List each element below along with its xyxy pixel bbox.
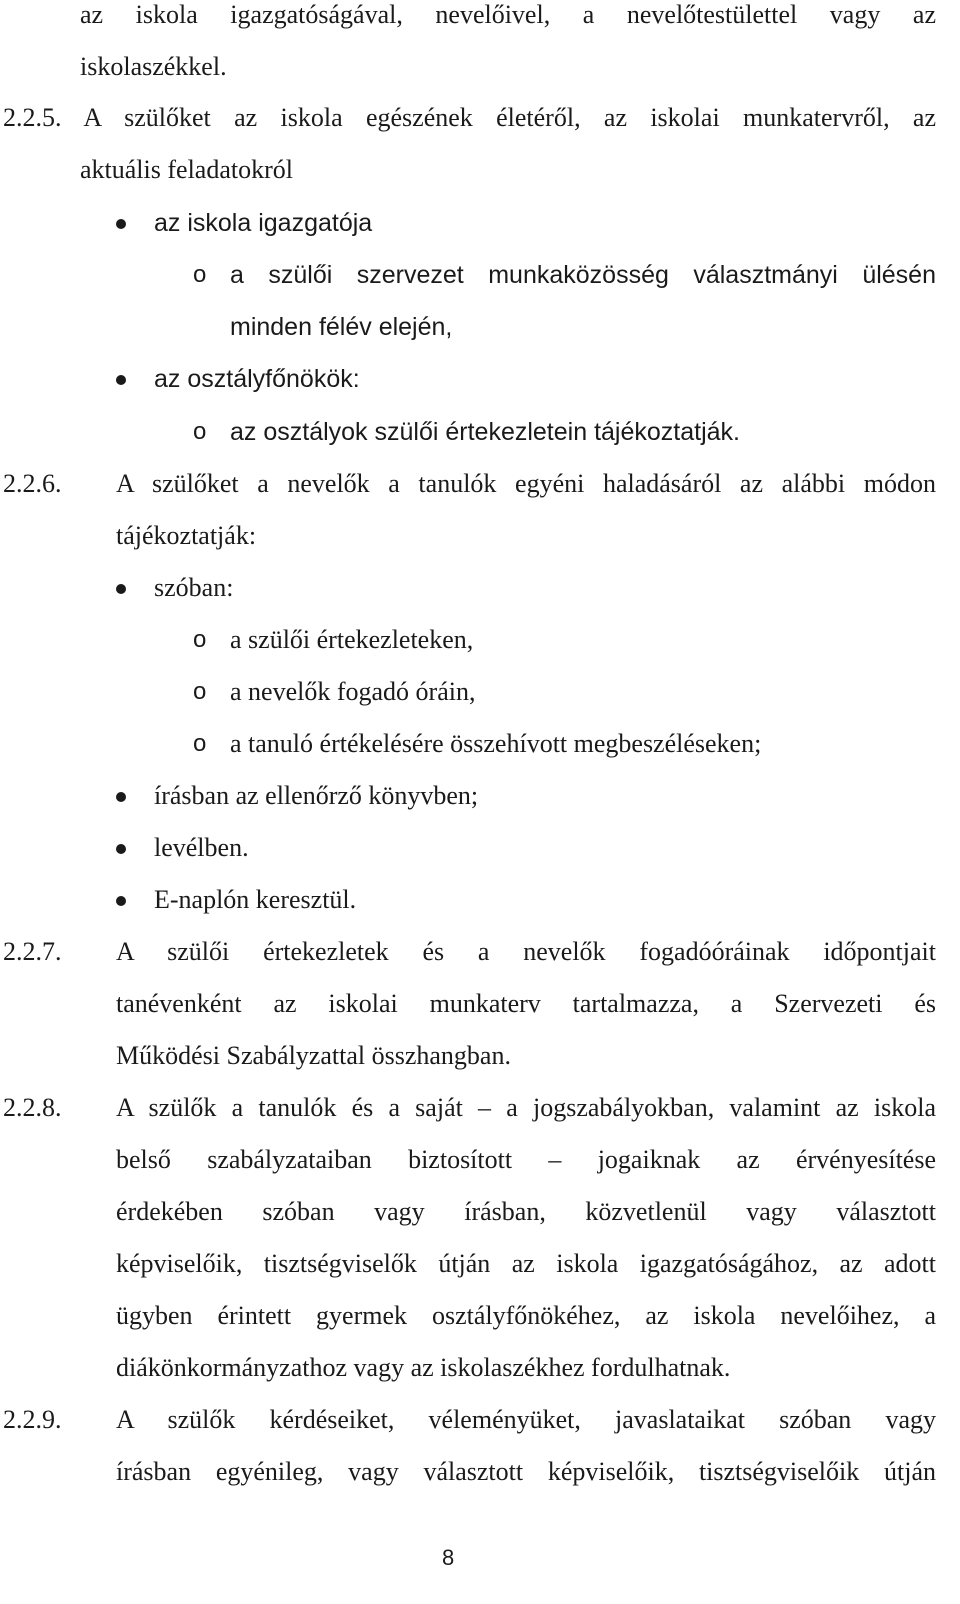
- page-number: 8: [442, 1545, 455, 1570]
- paragraph-line: belső szabályzataiban biztosított – jogaiknak az érvényesítése: [116, 1145, 936, 1174]
- list-item: levélben.: [154, 833, 249, 862]
- circle-bullet-icon: o: [193, 730, 207, 757]
- list-item: az iskola igazgatója: [154, 209, 373, 237]
- sub-list-item-continued: minden félév elején,: [230, 313, 453, 341]
- paragraph-line: írásban egyénileg, vagy választott képviselőik, tisztségviselőik útján: [116, 1457, 936, 1486]
- sub-list-item: az osztályok szülői értekezletein tájékoztatják.: [230, 418, 740, 446]
- bullet-icon: [116, 792, 126, 802]
- paragraph-line: az iskola igazgatóságával, nevelőivel, a nevelőtestülettel vagy az: [80, 0, 936, 29]
- paragraph-line: képviselőik, tisztségviselők útján az iskola igazgatóságához, az adott: [116, 1249, 936, 1278]
- bullet-icon: [116, 219, 126, 229]
- paragraph-line: érdekében szóban vagy írásban, közvetlenül vagy választott: [116, 1197, 936, 1226]
- bullet-icon: [116, 896, 126, 906]
- list-item: szóban:: [154, 573, 234, 602]
- paragraph-line: ügyben érintett gyermek osztályfőnökéhez, az iskola nevelőihez, a: [116, 1301, 936, 1330]
- paragraph-line: aktuális feladatokról: [80, 155, 293, 184]
- section-number: 2.2.9.: [3, 1405, 62, 1434]
- paragraph-line: tájékoztatják:: [116, 521, 257, 550]
- paragraph-line: A szülőket a nevelők a tanulók egyéni haladásáról az alábbi módon: [116, 469, 936, 498]
- paragraph-line: Működési Szabályzattal összhangban.: [116, 1041, 511, 1070]
- section-number: 2.2.8.: [3, 1093, 62, 1122]
- circle-bullet-icon: o: [193, 418, 207, 445]
- paragraph-line: A szülők kérdéseiket, véleményüket, javaslataikat szóban vagy: [116, 1405, 936, 1434]
- paragraph-line: diákönkormányzathoz vagy az iskolaszékhez fordulhatnak.: [116, 1353, 731, 1382]
- section-number: 2.2.6.: [3, 469, 62, 498]
- circle-bullet-icon: o: [193, 261, 207, 288]
- paragraph-line: A szülők a tanulók és a saját – a jogszabályokban, valamint az iskola: [116, 1093, 936, 1122]
- sub-list-item: a szülői értekezleteken,: [230, 625, 474, 654]
- list-item: az osztályfőnökök:: [154, 365, 360, 393]
- bullet-icon: [116, 844, 126, 854]
- bullet-icon: [116, 375, 126, 385]
- sub-list-item: a tanuló értékelésére összehívott megbeszéléseken;: [230, 729, 762, 758]
- circle-bullet-icon: o: [193, 626, 207, 653]
- circle-bullet-icon: o: [193, 678, 207, 705]
- list-item: írásban az ellenőrző könyvben;: [154, 781, 479, 810]
- paragraph-line: iskolaszékkel.: [80, 52, 227, 81]
- section-number: 2.2.7.: [3, 937, 62, 966]
- bullet-icon: [116, 584, 126, 594]
- sub-list-item: a nevelők fogadó óráin,: [230, 677, 476, 706]
- paragraph-line: A szülői értekezletek és a nevelők fogadóóráinak időpontjait: [116, 937, 936, 966]
- section-2-2-5-line: 2.2.5. A szülőket az iskola egészének életéről, az iskolai munkatervről, az: [3, 103, 936, 132]
- sub-list-item: a szülői szervezet munkaközösség választmányi ülésén: [230, 261, 936, 289]
- paragraph-line: tanévenként az iskolai munkaterv tartalmazza, a Szervezeti és: [116, 989, 936, 1018]
- list-item: E-naplón keresztül.: [154, 885, 357, 914]
